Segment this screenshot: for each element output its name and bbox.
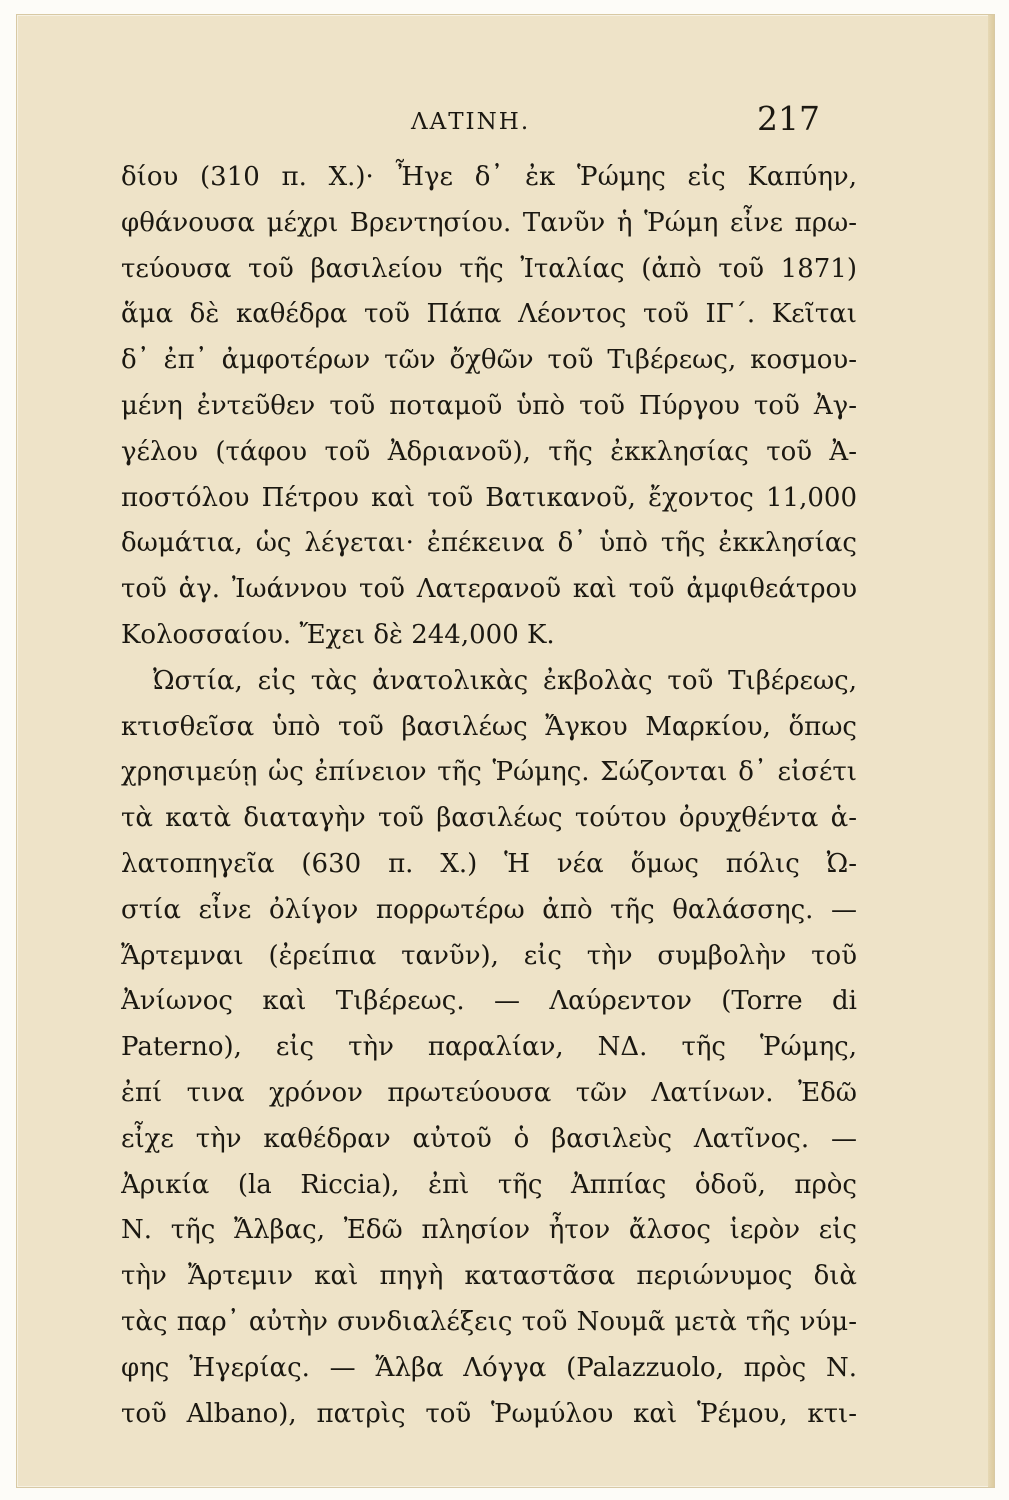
text-line: Κολοσσαίου. Ἔχει δὲ 244,000 Κ. — [121, 619, 555, 650]
text-line: τεύουσα τοῦ βασιλείου τῆς Ἰταλίας (ἀπὸ τοῦ 1871) — [121, 253, 857, 284]
text-line: εἶχε τὴν καθέδραν αὐτοῦ ὁ βασιλεὺς Λατῖνος. — — [121, 1123, 857, 1154]
text-line: στία εἶνε ὀλίγον πορρωτέρω ἀπὸ τῆς θαλάσσης. — — [121, 894, 857, 925]
text-line: Ἄρτεμναι (ἐρείπια τανῦν), εἰς τὴν συμβολὴν τοῦ — [121, 940, 857, 971]
text-line: Paterno), εἰς τὴν παραλίαν, ΝΔ. τῆς Ῥώμης, — [121, 1032, 857, 1063]
text-line: ἅμα δὲ καθέδρα τοῦ Πάπα Λέοντος τοῦ ΙΓ΄. Κεῖται — [121, 299, 857, 330]
text-line: φθάνουσα μέχρι Βρεντησίου. Τανῦν ἡ Ῥώμη εἶνε πρω- — [121, 207, 857, 238]
page-number: 217 — [757, 99, 820, 138]
text-line: κτισθεῖσα ὑπὸ τοῦ βασιλέως Ἄγκου Μαρκίου, ὅπως — [121, 711, 857, 742]
text-line: Ἀνίωνος καὶ Τιβέρεως. — Λαύρεντον (Torre di — [121, 986, 857, 1017]
text-line: Ν. τῆς Ἄλβας, Ἐδῶ πλησίον ἦτον ἄλσος ἱερὸν εἰς — [121, 1215, 857, 1246]
text-line: ποστόλου Πέτρου καὶ τοῦ Βατικανοῦ, ἔχοντος 11,000 — [121, 482, 857, 513]
text-line: τοῦ Albano), πατρὶς τοῦ Ῥωμύλου καὶ Ῥέμου, κτι- — [121, 1398, 857, 1429]
running-head: ΛΑΤΙΝΗ. — [411, 109, 531, 135]
text-line: δωμάτια, ὡς λέγεται· ἐπέκεινα δ᾽ ὑπὸ τῆς ἐκκλησίας — [121, 528, 857, 559]
text-line: τὴν Ἄρτεμιν καὶ πηγὴ καταστᾶσα περιώνυμος διὰ — [121, 1261, 857, 1292]
page-edge — [988, 15, 994, 1487]
text-line: μένη ἐντεῦθεν τοῦ ποταμοῦ ὑπὸ τοῦ Πύργου τοῦ Ἀγ- — [121, 390, 857, 421]
text-line: γέλου (τάφου τοῦ Ἀδριανοῦ), τῆς ἐκκλησίας τοῦ Ἀ- — [121, 436, 857, 467]
text-line: χρησιμεύῃ ὡς ἐπίνειον τῆς Ῥώμης. Σώζονται δ᾽ εἰσέτι — [121, 757, 857, 788]
text-line: δίου (310 π. Χ.)· Ἦγε δ᾽ ἐκ Ῥώμης εἰς Καπύην, — [121, 162, 857, 192]
text-line: τὰ κατὰ διαταγὴν τοῦ βασιλέως τούτου ὀρυχθέντα ἁ- — [121, 803, 857, 834]
text-line: φης Ἠγερίας. — Ἄλβα Λόγγα (Palazzuolo, πρὸς Ν. — [121, 1352, 857, 1383]
text-line: λατοπηγεῖα (630 π. Χ.) Ἡ νέα ὅμως πόλις Ὠ- — [121, 848, 857, 879]
book-page — [16, 14, 995, 1488]
text-line: δ᾽ ἐπ᾽ ἀμφοτέρων τῶν ὄχθῶν τοῦ Τιβέρεως, κοσμου- — [121, 345, 857, 376]
text-line: Ἀρικία (la Riccia), ἐπὶ τῆς Ἀππίας ὁδοῦ, πρὸς — [121, 1169, 857, 1200]
text-line: τοῦ ἁγ. Ἰωάννου τοῦ Λατερανοῦ καὶ τοῦ ἀμφιθεάτρου — [121, 574, 857, 605]
text-line: τὰς παρ᾽ αὐτὴν συνδιαλέξεις τοῦ Νουμᾶ μετὰ τῆς νύμ- — [121, 1306, 857, 1337]
body-text — [121, 155, 857, 1429]
text-line: Ὠστία, εἰς τὰς ἀνατολικὰς ἐκβολὰς τοῦ Τιβέρεως, — [153, 665, 857, 696]
text-line: ἐπί τινα χρόνον πρωτεύουσα τῶν Λατίνων. Ἐδῶ — [121, 1077, 857, 1108]
page-header — [17, 99, 994, 139]
